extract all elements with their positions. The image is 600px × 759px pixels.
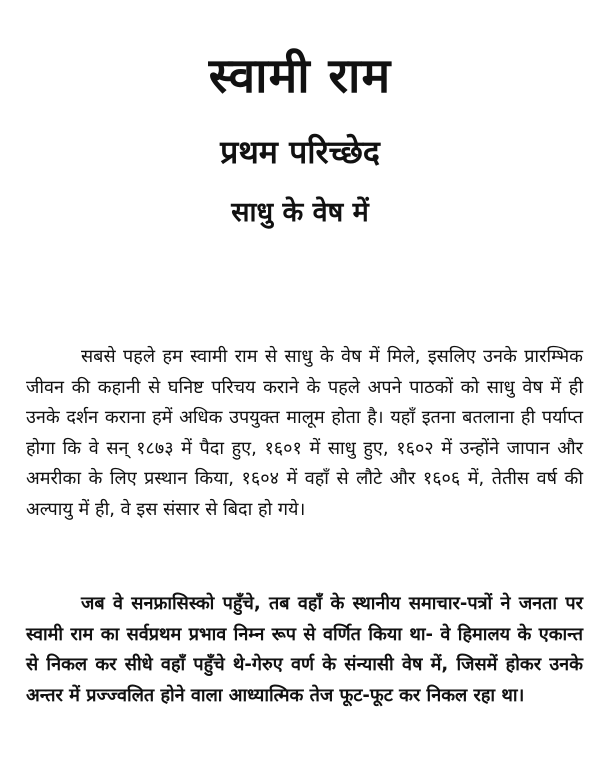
paragraph-2-text: जब वे सनफ्रासिस्को पहुँचे, तब वहाँ के स्थानीय समाचार-पत्रों ने जनता पर स्वामी राम का सर्वप्रथम प्रभाव निम्न रूप से वर्णित किया था- वे हिमालय के एकान्त से निकल कर सीधे वहाँ पहुँचे थे-गेरुए वर्ण के संन्यासी वेष में, जिसमें होकर उनके अन्तर में प्रज्ज्वलित होने वाला आध्यात्मिक तेज फूट-फूट कर निकल रहा था। xyxy=(26,593,583,706)
paragraph-1 xyxy=(26,342,583,525)
paragraph-1-text: सबसे पहले हम स्वामी राम से साधु के वेष में मिले, इसलिए उनके प्रारम्भिक जीवन की कहानी से घनिष्ट परिचय कराने के पहले अपने पाठकों को साधु वेष में ही उनके दर्शन कराना हमें अधिक उपयुक्त मालूम होता है। यहाँ इतना बतलाना ही पर्याप्त होगा कि वे सन् १८७३ में पैदा हुए, १६०१ में साधु हुए, १६०२ में उन्होंने जापान और अमरीका के लिए प्रस्थान किया, १६०४ में वहाँ से लौटे और १६०६ में, तेतीस वर्ष की अल्पायु में ही, वे इस संसार से बिदा हो गये। xyxy=(26,346,583,520)
chapter-heading: प्रथम परिच्छेद xyxy=(220,133,380,171)
chapter-title: साधु के वेष में xyxy=(231,197,369,228)
document-title: स्वामी राम xyxy=(208,48,392,104)
paragraph-2 xyxy=(26,589,583,711)
